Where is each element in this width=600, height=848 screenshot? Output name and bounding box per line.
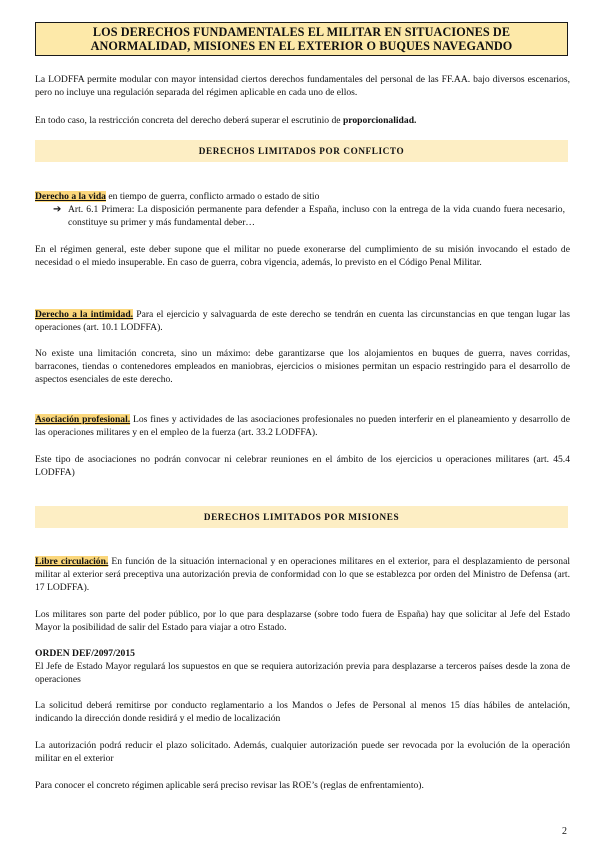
- arrow-right-icon: ➔: [53, 204, 62, 215]
- orden-paragraph-1: El Jefe de Estado Mayor regulará los supuestos en que se requiera autorización previa para desplazarse a terceros países desde la zona de operaciones: [35, 661, 570, 685]
- orden-title: ORDEN DEF/2097/2015: [35, 648, 135, 659]
- page-title: [35, 22, 568, 56]
- section-band-misiones: [35, 506, 568, 528]
- vida-bullet: [53, 204, 565, 229]
- title-line-1: LOS DERECHOS FUNDAMENTALES EL MILITAR EN SITUACIONES DE: [92, 25, 511, 39]
- circulacion-paragraph: [35, 555, 570, 594]
- intro-paragraph-1: La LODFFA permite modular con mayor intensidad ciertos derechos fundamentales del personal de las FF.AA. bajo diversos escenarios, pero no incluye una regulación separada del régimen aplicable en cada uno de ellos.: [35, 74, 570, 98]
- asociacion-paragraph: [35, 413, 570, 439]
- intro-paragraph-2: [35, 114, 570, 127]
- intimidad-label: Derecho a la intimidad.: [35, 309, 134, 320]
- vida-bullet-text: Art. 6.1 Primera: La disposición permanente para defender a España, incluso con la entrega de la vida cuando fuera necesario, constituye su primer y más fundamental deber…: [68, 204, 565, 228]
- page-number: 2: [562, 826, 567, 837]
- asociacion-detail: Este tipo de asociaciones no podrán convocar ni celebrar reuniones en el ámbito de los ejercicios u operaciones militares (art. 45.4 LODFFA): [35, 454, 570, 478]
- section-band-conflicto: [35, 140, 568, 162]
- circulacion-detail: Los militares son parte del poder público, por lo que para desplazarse (sobre todo fuera de España) hay que solicitar al Jefe del Estado Mayor la posibilidad de salir del Estado para viajar a otro Estado.: [35, 609, 570, 633]
- asociacion-label: Asociación profesional.: [35, 414, 131, 425]
- vida-heading: [35, 190, 570, 203]
- intimidad-detail: No existe una limitación concreta, sino un máximo: debe garantizarse que los alojamientos en buques de guerra, naves corridas, barracones, tiendas o contenedores empleados en maniobras, ejercicios o misiones permitan un espacio restringido para el desarrollo de aspectos esenciales de este derecho.: [35, 348, 570, 385]
- orden-paragraph-4: Para conocer el concreto régimen aplicable será preciso revisar las ROE’s (reglas de enfrentamiento).: [35, 780, 424, 791]
- circulacion-text: En función de la situación internacional y en operaciones militares en el exterior, para el desplazamiento de personal militar al exterior será preceptiva una autorización previa de conformidad con lo que se establezca por orden del Ministro de Defensa (art. 17 LODFFA).: [35, 556, 570, 593]
- intro-p2-bold: proporcionalidad.: [342, 115, 417, 126]
- orden-paragraph-2: La solicitud deberá remitirse por conducto reglamentario a los Mandos o Jefes de Personal al menos 15 días hábiles de antelación, indicando la dirección donde residirá y el medio de localización: [35, 700, 570, 724]
- vida-label: Derecho a la vida: [35, 191, 106, 202]
- vida-text: en tiempo de guerra, conflicto armado o estado de sitio: [105, 191, 320, 202]
- orden-paragraph-3: La autorización podrá reducir el plazo solicitado. Además, cualquier autorización puede ser revocada por la evolución de la operación militar en el exterior: [35, 740, 570, 764]
- circulacion-label: Libre circulación.: [35, 556, 109, 567]
- title-line-2: ANORMALIDAD, MISIONES EN EL EXTERIOR O BUQUES NAVEGANDO: [90, 39, 513, 53]
- intimidad-paragraph: [35, 308, 570, 334]
- section-title-conflicto: DERECHOS LIMITADOS POR CONFLICTO: [198, 146, 405, 156]
- intro-p2-text: En todo caso, la restricción concreta del derecho deberá superar el escrutinio de: [35, 115, 343, 126]
- asociacion-text: Los fines y actividades de las asociaciones profesionales no pueden interferir en el planeamiento y desarrollo de las operaciones militares y en el empleo de la fuerza (art. 33.2 LODFFA).: [35, 414, 570, 438]
- vida-paragraph: En el régimen general, este deber supone que el militar no puede exonerarse del cumplimiento de su misión invocando el estado de necesidad o el miedo insuperable. En caso de guerra, cobra vigencia, además, lo previsto en el Código Penal Militar.: [35, 244, 570, 268]
- intimidad-text: Para el ejercicio y salvaguarda de este derecho se tendrán en cuenta las circunstancias en que tengan lugar las operaciones (art. 10.1 LODFFA).: [35, 309, 570, 333]
- section-title-misiones: DERECHOS LIMITADOS POR MISIONES: [203, 512, 400, 522]
